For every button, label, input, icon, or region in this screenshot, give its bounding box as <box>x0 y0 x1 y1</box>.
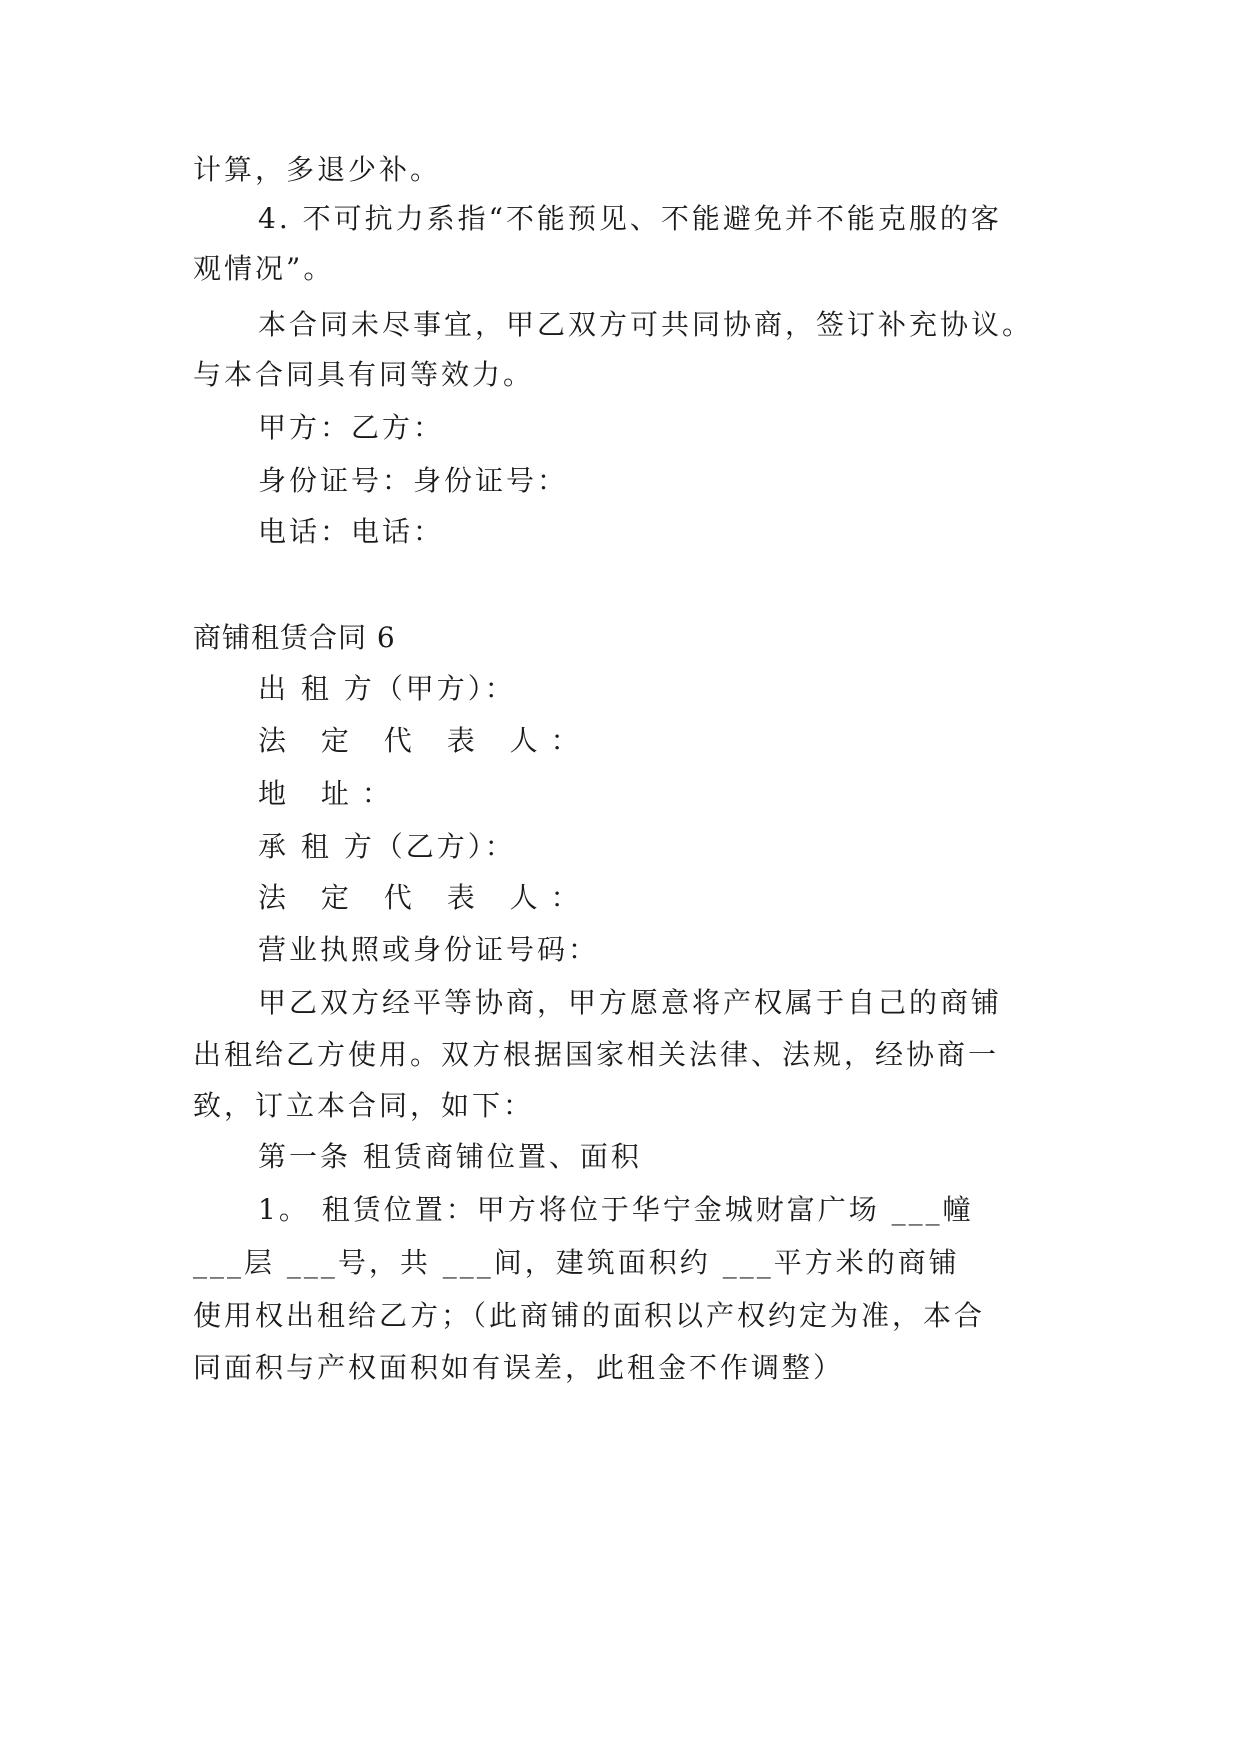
section-title: 商铺租赁合同 6 <box>193 621 396 654</box>
legal-rep-line: 法 定 代 表 人： <box>258 724 592 757</box>
paragraph-line: 与本合同具有同等效力。 <box>193 358 535 391</box>
paragraph-line: 出租给乙方使用。双方根据国家相关法律、法规，经协商一 <box>193 1038 1000 1071</box>
party-line: 甲方：乙方： <box>258 411 445 444</box>
paragraph-line: 观情况”。 <box>193 252 335 285</box>
paragraph-line: ___层 ___号，共 ___间，建筑面积约 ___平方米的商铺 <box>193 1246 960 1279</box>
lessee-line: 承 租 方（乙方）： <box>258 830 516 863</box>
lessor-line: 出 租 方（甲方）： <box>258 672 516 705</box>
address-line: 地 址： <box>258 777 403 810</box>
id-number-line: 身份证号：身份证号： <box>258 464 569 497</box>
paragraph-line: 本合同未尽事宜，甲乙双方可共同协商，签订补充协议。 <box>258 308 1034 341</box>
paragraph-line: 计算，多退少补。 <box>193 153 442 186</box>
paragraph-line: 甲乙双方经平等协商，甲方愿意将产权属于自己的商铺 <box>258 986 1003 1019</box>
paragraph-line: 使用权出租给乙方；（此商铺的面积以产权约定为准，本合 <box>193 1299 986 1332</box>
license-line: 营业执照或身份证号码： <box>258 933 600 966</box>
phone-line: 电话：电话： <box>258 515 445 548</box>
article-heading: 第一条 租赁商铺位置、面积 <box>258 1140 642 1173</box>
paragraph-line: 同面积与产权面积如有误差，此租金不作调整） <box>193 1351 845 1384</box>
paragraph-line: 1。 租赁位置：甲方将位于华宁金城财富广场 ___幢 <box>258 1193 974 1226</box>
legal-rep-line: 法 定 代 表 人： <box>258 881 592 914</box>
paragraph-line: 4. 不可抗力系指“不能预见、不能避免并不能克服的客 <box>258 202 1002 235</box>
paragraph-line: 致，订立本合同，如下： <box>193 1089 535 1122</box>
